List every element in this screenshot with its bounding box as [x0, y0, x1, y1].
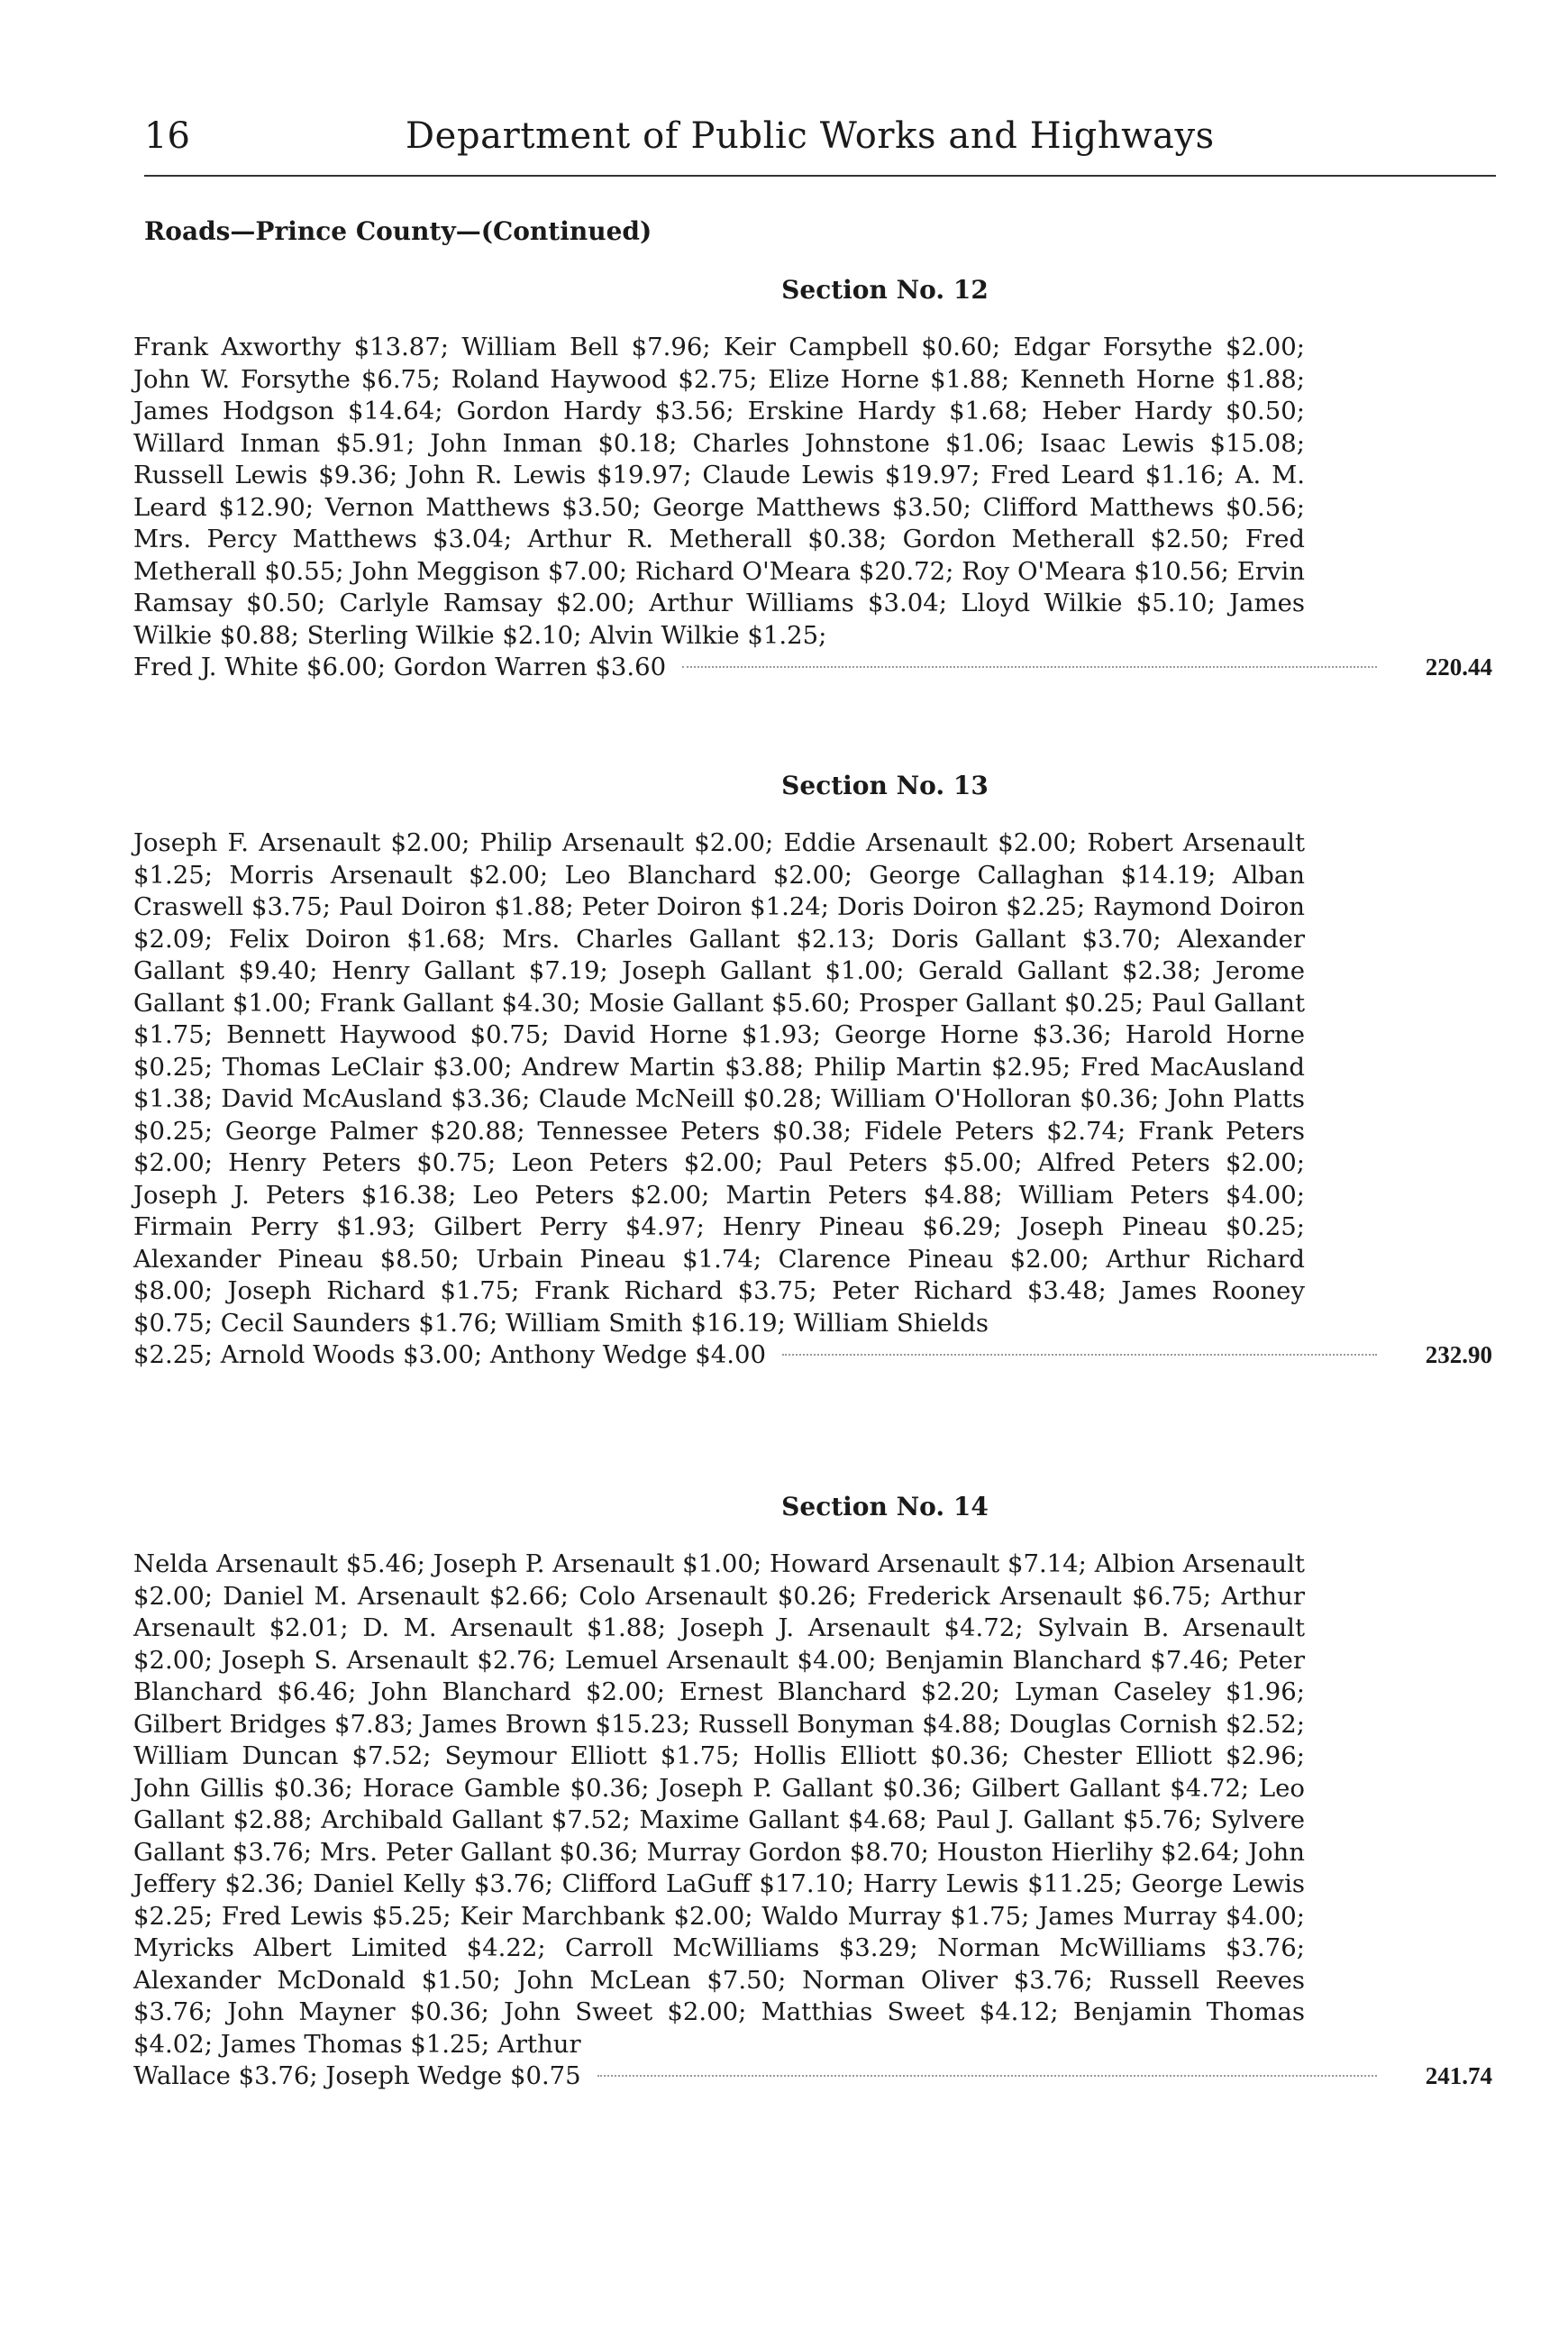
section-last-line: Fred J. White $6.00; Gordon Warren $3.60 — [133, 653, 667, 681]
section-13 — [133, 771, 1492, 1372]
continued-heading: Roads—Prince County—(Continued) — [144, 216, 652, 246]
dot-leaders — [782, 1354, 1377, 1356]
section-total: 241.74 — [1425, 2062, 1492, 2089]
section-last-line: $2.25; Arnold Woods $3.00; Anthony Wedge $4.00 — [133, 1340, 766, 1369]
section-total: 232.90 — [1425, 1341, 1492, 1368]
section-heading: Section No. 14 — [781, 1492, 989, 1521]
section-heading: Section No. 13 — [781, 771, 989, 800]
section-last-line: Wallace $3.76; Joseph Wedge $0.75 — [133, 2061, 581, 2090]
section-total-line — [133, 2060, 1492, 2093]
dot-leaders — [597, 2075, 1377, 2077]
section-heading: Section No. 12 — [781, 275, 989, 305]
section-14 — [133, 1492, 1492, 2093]
section-12 — [133, 275, 1492, 684]
section-total-line — [133, 652, 1492, 684]
section-total-line — [133, 1339, 1492, 1372]
running-head-title: Department of Public Works and Highways — [406, 115, 1215, 157]
section-total: 220.44 — [1425, 653, 1492, 681]
header-rule — [144, 175, 1496, 177]
dot-leaders — [682, 666, 1377, 668]
section-entries: Joseph F. Arsenault $2.00; Philip Arsenault $2.00; Eddie Arsenault $2.00; Robert Arsenault $1.25; Morris Arsenault $2.00; Leo Blanchard $2.00; George Callaghan $14.19; Alban Craswell $3.75; Paul Doiron $1.88; Peter Doiron $1.24; Doris Doiron $2.25; Raymond Doiron $2.09; Felix Doiron $1.68; Mrs. Charles Gallant $2.13; Doris Gallant $3.70; Alexander Gallant $9.40; Henry Gallant $7.19; Joseph Gallant $1.00; Gerald Gallant $2.38; Jerome Gallant $1.00; Frank Gallant $4.30; Mosie Gallant $5.60; Prosper Gallant $0.25; Paul Gallant $1.75; Bennett Haywood $0.75; David Horne $1.93; George Horne $3.36; Harold Horne $0.25; Thomas LeClair $3.00; Andrew Martin $3.88; Philip Martin $2.95; Fred MacAusland $1.38; David McAusland $3.36; Claude McNeill $0.28; William O'Holloran $0.36; John Platts $0.25; George Palmer $20.88; Tennessee Peters $0.38; Fidele Peters $2.74; Frank Peters $2.00; Henry Peters $0.75; Leon Peters $2.00; Paul Peters $5.00; Alfred Peters $2.00; Joseph J. Peters $16.38; Leo Peters $2.00; Martin Peters $4.88; William Peters $4.00; Firmain Perry $1.93; Gilbert Perry $4.97; Henry Pineau $6.29; Joseph Pineau $0.25; Alexander Pineau $8.50; Urbain Pineau $1.74; Clarence Pineau $2.00; Arthur Richard $8.00; Joseph Richard $1.75; Frank Richard $3.75; Peter Richard $3.48; James Rooney $0.75; Cecil Saunders $1.76; William Smith $16.19; William Shields — [133, 828, 1305, 1338]
section-entries: Frank Axworthy $13.87; William Bell $7.96; Keir Campbell $0.60; Edgar Forsythe $2.00; John W. Forsythe $6.75; Roland Haywood $2.75; Elize Horne $1.88; Kenneth Horne $1.88; James Hodgson $14.64; Gordon Hardy $3.56; Erskine Hardy $1.68; Heber Hardy $0.50; Willard Inman $5.91; John Inman $0.18; Charles Johnstone $1.06; Isaac Lewis $15.08; Russell Lewis $9.36; John R. Lewis $19.97; Claude Lewis $19.97; Fred Leard $1.16; A. M. Leard $12.90; Vernon Matthews $3.50; George Matthews $3.50; Clifford Matthews $0.56; Mrs. Percy Matthews $3.04; Arthur R. Metherall $0.38; Gordon Metherall $2.50; Fred Metherall $0.55; John Meggison $7.00; Richard O'Meara $20.72; Roy O'Meara $10.56; Ervin Ramsay $0.50; Carlyle Ramsay $2.00; Arthur Williams $3.04; Lloyd Wilkie $5.10; James Wilkie $0.88; Sterling Wilkie $2.10; Alvin Wilkie $1.25; — [133, 333, 1305, 650]
section-entries: Nelda Arsenault $5.46; Joseph P. Arsenault $1.00; Howard Arsenault $7.14; Albion Arsenault $2.00; Daniel M. Arsenault $2.66; Colo Arsenault $0.26; Frederick Arsenault $6.75; Arthur Arsenault $2.01; D. M. Arsenault $1.88; Joseph J. Arsenault $4.72; Sylvain B. Arsenault $2.00; Joseph S. Arsenault $2.76; Lemuel Arsenault $4.00; Benjamin Blanchard $7.46; Peter Blanchard $6.46; John Blanchard $2.00; Ernest Blanchard $2.20; Lyman Caseley $1.96; Gilbert Bridges $7.83; James Brown $15.23; Russell Bonyman $4.88; Douglas Cornish $2.52; William Duncan $7.52; Seymour Elliott $1.75; Hollis Elliott $0.36; Chester Elliott $2.96; John Gillis $0.36; Horace Gamble $0.36; Joseph P. Gallant $0.36; Gilbert Gallant $4.72; Leo Gallant $2.88; Archibald Gallant $7.52; Maxime Gallant $4.68; Paul J. Gallant $5.76; Sylvere Gallant $3.76; Mrs. Peter Gallant $0.36; Murray Gordon $8.70; Houston Hierlihy $2.64; John Jeffery $2.36; Daniel Kelly $3.76; Clifford LaGuff $17.10; Harry Lewis $11.25; George Lewis $2.25; Fred Lewis $5.25; Keir Marchbank $2.00; Waldo Murray $1.75; James Murray $4.00; Myricks Albert Limited $4.22; Carroll McWilliams $3.29; Norman McWilliams $3.76; Alexander McDonald $1.50; John McLean $7.50; Norman Oliver $3.76; Russell Reeves $3.76; John Mayner $0.36; John Sweet $2.00; Matthias Sweet $4.12; Benjamin Thomas $4.02; James Thomas $1.25; Arthur — [133, 1549, 1305, 2059]
page-number: 16 — [144, 115, 190, 157]
